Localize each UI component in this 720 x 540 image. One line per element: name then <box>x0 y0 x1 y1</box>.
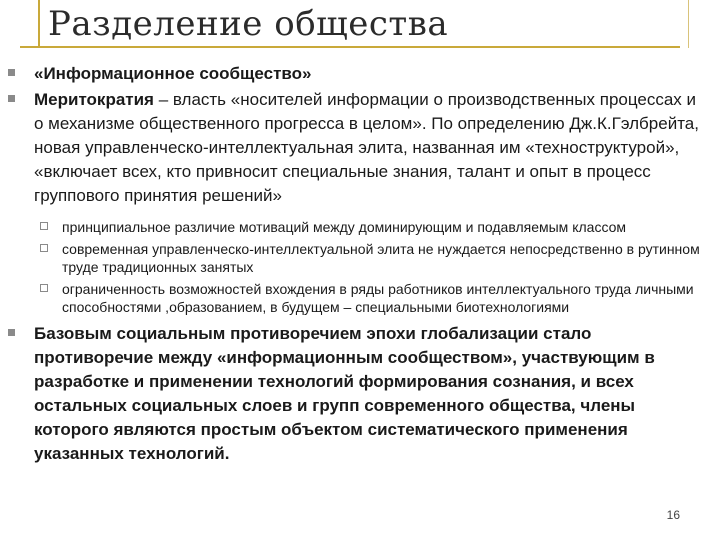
page-number: 16 <box>666 508 680 522</box>
square-bullet-icon <box>8 329 15 336</box>
slide-content <box>0 62 720 466</box>
sub-bullet-item <box>0 280 720 316</box>
title-rule-vertical <box>38 0 40 48</box>
hollow-square-bullet-icon <box>40 284 48 292</box>
bullet-text: «Информационное сообщество» <box>34 64 312 83</box>
title-rule-vertical-right <box>688 0 689 48</box>
sub-bullet-item <box>0 218 720 236</box>
square-bullet-icon <box>8 95 15 102</box>
bullet-term: Меритократия <box>34 90 154 109</box>
bullet-item <box>0 88 720 208</box>
slide-title: Разделение общества <box>48 4 449 44</box>
hollow-square-bullet-icon <box>40 222 48 230</box>
sub-bullet-text: принципиальное различие мотиваций между доминирующим и подавляемым классом <box>62 219 627 235</box>
sub-bullet-text: ограниченность возможностей вхождения в ряды работников интеллектуального труда личными способностями ,образованием, в будущем – специальными биотехнологиями <box>62 281 694 315</box>
sub-bullet-text: современная управленческо-интеллектуальной элита не нуждается непосредственно в рутинном труде традиционных занятых <box>62 241 700 275</box>
sub-bullet-item <box>0 240 720 276</box>
bullet-text: Базовым социальным противоречием эпохи глобализации стало противоречие между «информационным сообществом», участвующим в разработке и применении технологий формирования сознания, и всех остальных социальных слоев и групп современного общества, члены которого являются простым объектом систематического применения указанных технологий. <box>34 324 655 463</box>
square-bullet-icon <box>8 69 15 76</box>
bullet-text: – власть «носителей информации о производственных процессах и о механизме общественного прогресса в целом». По определению Дж.К.Гэлбрейта, новая управленческо-интеллектуальная элита, названная им «техноструктурой», «включает всех, кто привносит специальные знания, талант и опыт в процесс группового принятия решений» <box>34 90 699 205</box>
bullet-item <box>0 62 720 86</box>
hollow-square-bullet-icon <box>40 244 48 252</box>
bullet-item <box>0 322 720 466</box>
title-rule-horizontal <box>20 46 680 48</box>
